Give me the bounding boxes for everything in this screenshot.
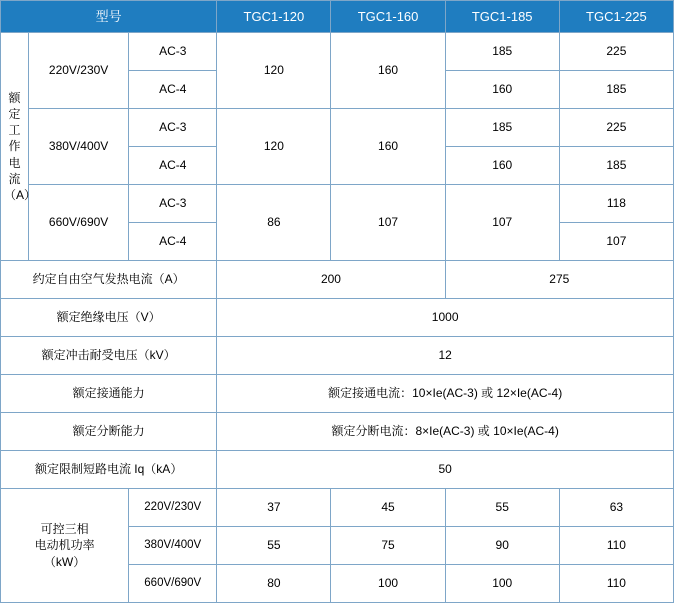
cell-660-160: 107 <box>331 185 445 261</box>
rated-current-label <box>1 33 37 261</box>
header-tgc1-185: TGC1-185 <box>445 1 559 33</box>
cell-220-ac4-225: 185 <box>559 71 673 109</box>
table-row <box>1 185 674 223</box>
motor-power-label <box>1 489 129 603</box>
thermal-current-label: 约定自由空气发热电流（A） <box>1 261 217 299</box>
table-row <box>1 451 674 489</box>
motor-power-label-line-2: 电动机功率 <box>34 538 95 553</box>
table-row <box>1 489 674 527</box>
motor-660-120: 80 <box>217 565 331 603</box>
insulation-voltage-label: 额定绝缘电压（V） <box>1 299 217 337</box>
cell-220-120: 120 <box>217 33 331 109</box>
motor-380-160: 75 <box>331 527 445 565</box>
motor-380-185: 90 <box>445 527 559 565</box>
breaking-capacity-label: 额定分断能力 <box>1 413 217 451</box>
motor-660-185: 100 <box>445 565 559 603</box>
motor-220-225: 63 <box>559 489 673 527</box>
utilization-category-ac3: AC-3 <box>129 185 217 223</box>
impulse-voltage-value: 12 <box>217 337 674 375</box>
motor-220-185: 55 <box>445 489 559 527</box>
insulation-voltage-value: 1000 <box>217 299 674 337</box>
cell-380-120: 120 <box>217 109 331 185</box>
short-circuit-current-label: 额定限制短路电流 Iq（kA） <box>1 451 217 489</box>
cell-660-185: 107 <box>445 185 559 261</box>
voltage-380-400: 380V/400V <box>29 109 129 185</box>
rated-current-label-line-1: 额定 <box>8 90 21 122</box>
cell-220-ac3-225: 225 <box>559 33 673 71</box>
cell-380-160: 160 <box>331 109 445 185</box>
voltage-220-230: 220V/230V <box>29 33 129 109</box>
utilization-category-ac4: AC-4 <box>129 147 217 185</box>
motor-voltage-220-230: 220V/230V <box>129 489 217 527</box>
cell-660-120: 86 <box>217 185 331 261</box>
rated-current-label-line-3: 电流 <box>8 155 21 186</box>
cell-660-ac3-225: 118 <box>559 185 673 223</box>
thermal-current-value-right: 275 <box>445 261 673 299</box>
cell-380-ac3-225: 225 <box>559 109 673 147</box>
table-row <box>1 337 674 375</box>
short-circuit-current-value: 50 <box>217 451 674 489</box>
thermal-current-value-left: 200 <box>217 261 445 299</box>
rated-current-label-line-2: 工作 <box>8 123 21 154</box>
utilization-category-ac4: AC-4 <box>129 71 217 109</box>
cell-220-ac3-185: 185 <box>445 33 559 71</box>
table-row <box>1 375 674 413</box>
table-row <box>1 413 674 451</box>
table-row <box>1 33 674 71</box>
breaking-capacity-value: 额定分断电流：8×Ie(AC-3) 或 10×Ie(AC-4) <box>217 413 674 451</box>
header-tgc1-225: TGC1-225 <box>559 1 673 33</box>
making-capacity-value: 额定接通电流：10×Ie(AC-3) 或 12×Ie(AC-4) <box>217 375 674 413</box>
motor-380-225: 110 <box>559 527 673 565</box>
voltage-660-690: 660V/690V <box>29 185 129 261</box>
cell-380-ac4-225: 185 <box>559 147 673 185</box>
motor-power-label-line-3: （kW） <box>43 554 86 569</box>
table-row <box>1 299 674 337</box>
motor-power-label-line-1: 可控三相 <box>40 522 89 537</box>
utilization-category-ac3: AC-3 <box>129 33 217 71</box>
motor-220-120: 37 <box>217 489 331 527</box>
header-tgc1-160: TGC1-160 <box>331 1 445 33</box>
table-row <box>1 109 674 147</box>
utilization-category-ac4: AC-4 <box>129 223 217 261</box>
header-row <box>1 1 674 33</box>
cell-660-ac4-225: 107 <box>559 223 673 261</box>
table-body <box>1 33 674 603</box>
motor-380-120: 55 <box>217 527 331 565</box>
motor-voltage-380-400: 380V/400V <box>129 527 217 565</box>
motor-660-225: 110 <box>559 565 673 603</box>
motor-voltage-660-690: 660V/690V <box>129 565 217 603</box>
cell-380-ac4-185: 160 <box>445 147 559 185</box>
cell-220-160: 160 <box>331 33 445 109</box>
table-row <box>1 261 674 299</box>
making-capacity-label: 额定接通能力 <box>1 375 217 413</box>
header-tgc1-120: TGC1-120 <box>217 1 331 33</box>
cell-220-ac4-185: 160 <box>445 71 559 109</box>
impulse-voltage-label: 额定冲击耐受电压（kV） <box>1 337 217 375</box>
table-header <box>1 1 674 33</box>
rated-current-label-line-4: （A） <box>4 187 37 202</box>
utilization-category-ac3: AC-3 <box>129 109 217 147</box>
cell-380-ac3-185: 185 <box>445 109 559 147</box>
motor-220-160: 45 <box>331 489 445 527</box>
motor-660-160: 100 <box>331 565 445 603</box>
header-model: 型号 <box>1 1 217 33</box>
